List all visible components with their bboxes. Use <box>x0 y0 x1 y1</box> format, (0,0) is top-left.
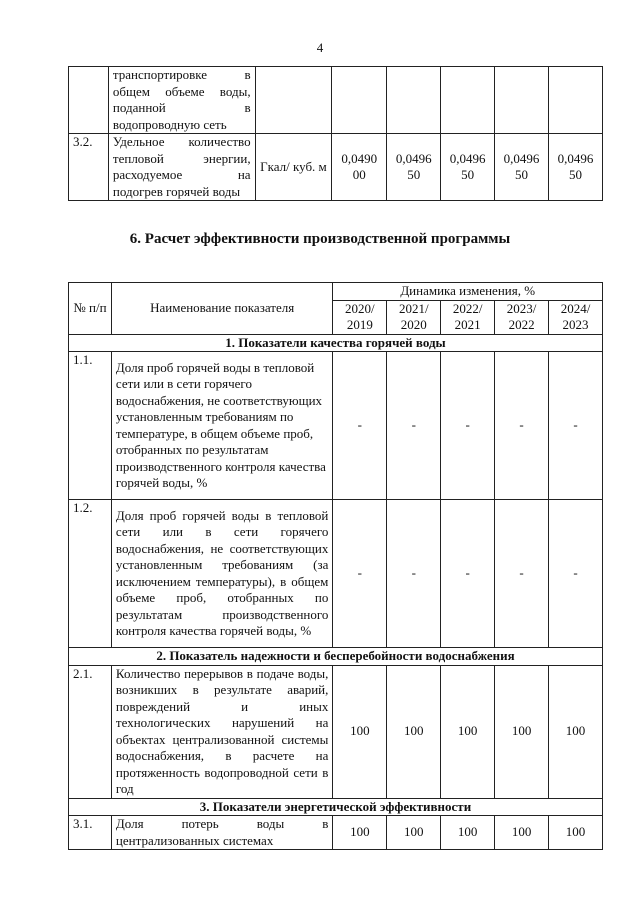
indicator-name: Доля проб горячей воды в тепловой сети или в сети горячего водоснабжения, не соответствующих установленным требованиям по температуре, в общем объеме проб, отобранных по результатам производственного контроля качества горячей воды, % <box>111 352 332 500</box>
table-row <box>69 816 603 850</box>
row-number: 3.2. <box>69 134 109 201</box>
table-row <box>69 665 603 798</box>
indicator-name: Количество перерывов в подаче воды, возникших в результате аварий, повреждений и иных технологических нарушений на объектах централизованной системы водоснабжения, в расчете на протяженность водопроводной сети в год <box>111 665 332 798</box>
continued-table <box>68 66 603 201</box>
year-header: 2024/ 2023 <box>549 300 603 334</box>
value-cell: 0,0496 50 <box>441 134 495 201</box>
section-title: 2. Показатель надежности и бесперебойности водоснабжения <box>69 648 603 666</box>
table-row <box>69 134 603 201</box>
value-cell: - <box>387 352 441 500</box>
value-cell <box>495 67 549 134</box>
section-title: 3. Показатели энергетической эффективности <box>69 798 603 816</box>
dynamics-header: Динамика изменения, % <box>333 283 603 301</box>
indicator-name: Доля потерь воды в централизованных системах <box>111 816 332 850</box>
name-header: Наименование показателя <box>111 283 332 335</box>
year-header: 2020/ 2019 <box>333 300 387 334</box>
value-cell: 100 <box>495 816 549 850</box>
value-cell: 100 <box>387 816 441 850</box>
section-title: 1. Показатели качества горячей воды <box>69 334 603 352</box>
row-number <box>69 67 109 134</box>
value-cell: - <box>441 500 495 648</box>
unit-cell: Гкал/ куб. м <box>255 134 332 201</box>
year-header: 2021/ 2020 <box>387 300 441 334</box>
value-cell <box>441 67 495 134</box>
value-cell: 100 <box>549 816 603 850</box>
row-number: 3.1. <box>69 816 112 850</box>
value-cell: 100 <box>333 665 387 798</box>
value-cell: 0,0496 50 <box>495 134 549 201</box>
value-cell: - <box>549 500 603 648</box>
header-row <box>69 283 603 301</box>
table-row <box>69 352 603 500</box>
value-cell: - <box>333 352 387 500</box>
value-cell: - <box>387 500 441 648</box>
section-row <box>69 798 603 816</box>
value-cell <box>387 67 441 134</box>
num-header: № п/п <box>69 283 112 335</box>
efficiency-table <box>68 282 603 850</box>
unit-cell <box>255 67 332 134</box>
value-cell: - <box>549 352 603 500</box>
table-row <box>69 67 603 134</box>
value-cell: 0,0490 00 <box>332 134 387 201</box>
value-cell: 100 <box>387 665 441 798</box>
value-cell: 100 <box>495 665 549 798</box>
row-number: 1.1. <box>69 352 112 500</box>
value-cell: - <box>495 500 549 648</box>
section-row <box>69 334 603 352</box>
value-cell: - <box>495 352 549 500</box>
section-heading: 6. Расчет эффективности производственной программы <box>129 231 511 247</box>
indicator-name: Удельное количество тепловой энергии, расходуемое на подогрев горячей воды <box>108 134 255 201</box>
page-number: 4 <box>316 40 324 55</box>
row-number: 2.1. <box>69 665 112 798</box>
row-number: 1.2. <box>69 500 112 648</box>
value-cell: 0,0496 50 <box>549 134 603 201</box>
value-cell <box>332 67 387 134</box>
value-cell: 100 <box>441 665 495 798</box>
year-header: 2022/ 2021 <box>441 300 495 334</box>
value-cell: 0,0496 50 <box>387 134 441 201</box>
value-cell <box>549 67 603 134</box>
indicator-name: транспортировке в общем объеме воды, поданной в водопроводную сеть <box>108 67 255 134</box>
section-row <box>69 648 603 666</box>
value-cell: 100 <box>333 816 387 850</box>
value-cell: - <box>441 352 495 500</box>
value-cell: - <box>333 500 387 648</box>
year-header: 2023/ 2022 <box>495 300 549 334</box>
value-cell: 100 <box>441 816 495 850</box>
value-cell: 100 <box>549 665 603 798</box>
indicator-name: Доля проб горячей воды в тепловой сети или в сети горячего водоснабжения, не соответствующих установленным требованиям (за исключением температуры), в общем объеме проб, отобранных по результатам производственного контроля качества горячей воды, % <box>111 500 332 648</box>
table-row <box>69 500 603 648</box>
